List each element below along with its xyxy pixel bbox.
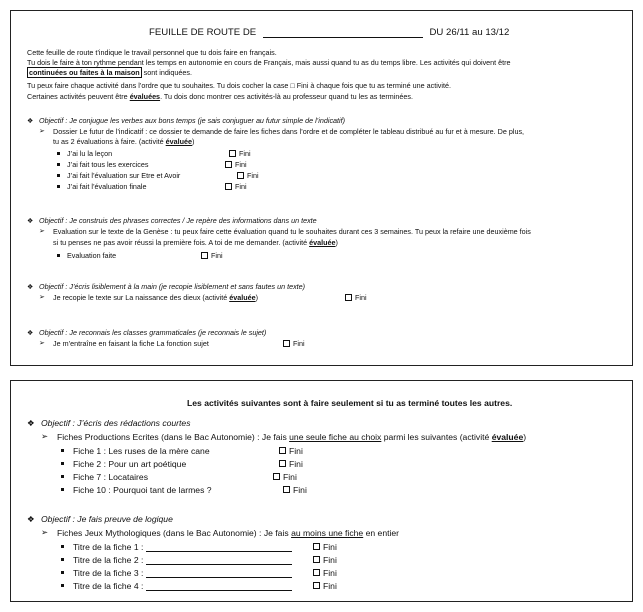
arrow-bullet-icon: ➢ — [39, 292, 46, 301]
square-bullet-icon — [61, 584, 64, 587]
fini-checkbox[interactable] — [273, 473, 297, 482]
checkbox-icon[interactable] — [279, 460, 286, 467]
intro-line-5 — [27, 93, 413, 100]
intro-line-5-c: . Tu dois donc montrer ces activités-là au professeur quand tu les as terminées. — [160, 92, 413, 101]
diamond-bullet-icon: ❖ — [27, 116, 34, 125]
checkbox-icon[interactable] — [313, 569, 320, 576]
checklist-item: J’ai fait tous les exercices — [67, 160, 149, 169]
square-bullet-icon — [61, 475, 64, 478]
fini-checkbox[interactable] — [279, 447, 303, 456]
fini-checkbox[interactable] — [229, 150, 251, 158]
square-bullet-icon — [57, 185, 60, 188]
intro-line-3 — [27, 69, 192, 76]
fini-label: Fini — [323, 542, 337, 552]
diamond-bullet-icon: ❖ — [27, 514, 35, 524]
sheet-title-label: Titre de la fiche 3 : — [73, 568, 144, 578]
extra-objective-2-task — [57, 529, 399, 538]
evaluated-label: évaluées — [129, 92, 161, 101]
checklist-item: Evaluation faite — [67, 251, 117, 260]
fini-checkbox[interactable] — [313, 569, 337, 578]
fini-checkbox[interactable] — [201, 252, 223, 260]
checkbox-icon[interactable] — [237, 172, 244, 179]
square-bullet-icon — [61, 449, 64, 452]
checkbox-icon[interactable] — [229, 150, 236, 157]
fini-label: Fini — [293, 339, 305, 348]
checkbox-icon[interactable] — [273, 473, 280, 480]
evaluated-label: évaluée — [229, 293, 256, 302]
sheet-title-line[interactable] — [146, 564, 292, 565]
task-b: une seule fiche au choix — [289, 432, 382, 442]
checklist-item: J’ai lu la leçon — [67, 149, 113, 158]
sheet-title-field[interactable] — [73, 569, 292, 578]
fini-checkbox[interactable] — [279, 460, 303, 469]
fini-label: Fini — [293, 485, 307, 495]
checkbox-icon[interactable] — [345, 294, 352, 301]
checkbox-icon[interactable] — [201, 252, 208, 259]
checkbox-icon[interactable] — [279, 447, 286, 454]
sheet-title-line[interactable] — [146, 551, 292, 552]
diamond-bullet-icon: ❖ — [27, 282, 34, 291]
arrow-bullet-icon: ➢ — [39, 126, 46, 135]
task-2-a: si tu penses ne pas avoir réussi la première fois. A toi de me demander. (activité — [53, 238, 308, 247]
checkbox-icon[interactable] — [283, 486, 290, 493]
checkbox-icon[interactable] — [283, 340, 290, 347]
arrow-bullet-icon: ➢ — [39, 338, 46, 347]
objective-3-title: Objectif : J’écris lisiblement à la main (je recopie lisiblement et sans fautes un texte) — [39, 282, 306, 291]
evaluated-label: évaluée — [491, 432, 524, 442]
title-suffix: DU 26/11 au 13/12 — [429, 27, 510, 38]
extra-activities-box — [10, 380, 633, 602]
worksheet-item: Fiche 7 : Locataires — [73, 472, 148, 482]
fini-checkbox[interactable] — [313, 556, 337, 565]
sheet-title-line[interactable] — [146, 590, 292, 591]
square-bullet-icon — [57, 152, 60, 155]
evaluated-label: évaluée — [165, 137, 193, 146]
worksheet-item: Fiche 2 : Pour un art poétique — [73, 459, 187, 469]
intro-line-1: Cette feuille de route t’indique le travail personnel que tu dois faire en français. — [27, 48, 277, 57]
fini-label: Fini — [235, 160, 247, 169]
fini-label: Fini — [355, 293, 367, 302]
fini-checkbox[interactable] — [225, 161, 247, 169]
square-bullet-icon — [61, 545, 64, 548]
sheet-title-field[interactable] — [73, 543, 292, 552]
arrow-bullet-icon: ➢ — [41, 431, 49, 441]
task-c: en entier — [365, 528, 400, 538]
worksheet-item: Fiche 1 : Les ruses de la mère cane — [73, 446, 210, 456]
sheet-title-field[interactable] — [73, 556, 292, 565]
diamond-bullet-icon: ❖ — [27, 418, 35, 428]
fini-label: Fini — [323, 555, 337, 565]
task-e: ) — [523, 432, 527, 442]
diamond-bullet-icon: ❖ — [27, 328, 34, 337]
fini-checkbox[interactable] — [237, 172, 259, 180]
intro-line-5-a: Certaines activités peuvent être — [27, 92, 128, 101]
objective-1-task-1: Dossier Le futur de l’indicatif : ce dossier te demande de faire les fiches dans l’ordre et de compléter le tableau distribué au fur et à mesure. De plus, — [53, 127, 525, 136]
square-bullet-icon — [57, 163, 60, 166]
task-2-c: ) — [192, 137, 195, 146]
sheet-title-field[interactable] — [73, 582, 292, 591]
extra-objective-1-task — [57, 433, 526, 442]
evaluated-label: évaluée — [309, 238, 336, 247]
worksheet-item: Fiche 10 : Pourquoi tant de larmes ? — [73, 485, 212, 495]
diamond-bullet-icon: ❖ — [27, 216, 34, 225]
square-bullet-icon — [61, 488, 64, 491]
square-bullet-icon — [57, 174, 60, 177]
sheet-title-label: Titre de la fiche 1 : — [73, 542, 144, 552]
checkbox-icon[interactable] — [313, 582, 320, 589]
task-b: au moins une fiche — [291, 528, 364, 538]
task-c: parmi les suivantes (activité — [383, 432, 490, 442]
checkbox-icon[interactable] — [225, 161, 232, 168]
fini-label: Fini — [283, 472, 297, 482]
objective-2-task-2 — [53, 239, 338, 246]
objective-1-task-2 — [53, 138, 194, 145]
arrow-bullet-icon: ➢ — [41, 527, 49, 537]
title-prefix: FEUILLE DE ROUTE DE — [149, 27, 257, 38]
fini-label: Fini — [323, 581, 337, 591]
intro-line-4: Tu peux faire chaque activité dans l’ordre que tu souhaites. Tu dois cocher la case □ Fini à chaque fois que tu as terminé une activité. — [27, 81, 451, 90]
objective-2-title: Objectif : Je construis des phrases correctes / Je repère des informations dans un texte — [39, 216, 317, 225]
fini-checkbox[interactable] — [313, 582, 337, 591]
checklist-item: J’ai fait l’évaluation sur Etre et Avoir — [67, 171, 181, 180]
extra-objective-1-title: Objectif : J’écris des rédactions courtes — [41, 418, 191, 428]
checklist-item: J’ai fait l’évaluation finale — [67, 182, 147, 191]
objective-2-task-1: Evaluation sur le texte de la Genèse : tu peux faire cette évaluation quand tu le souhaites durant ces 3 semaines. Tu peux la refaire une deuxième fois — [53, 227, 531, 236]
objective-3-task — [53, 294, 258, 301]
fini-label: Fini — [289, 459, 303, 469]
fini-checkbox[interactable] — [313, 543, 337, 552]
fini-checkbox[interactable] — [225, 183, 247, 191]
fini-checkbox[interactable] — [283, 340, 305, 348]
task-2-a: tu as 2 évaluations à faire. (activité — [53, 137, 164, 146]
fini-checkbox[interactable] — [283, 486, 307, 495]
task-c: ) — [255, 293, 258, 302]
fini-label: Fini — [289, 446, 303, 456]
square-bullet-icon — [61, 558, 64, 561]
square-bullet-icon — [57, 254, 60, 257]
checkbox-icon[interactable] — [313, 543, 320, 550]
extra-objective-2-title: Objectif : Je fais preuve de logique — [41, 514, 173, 524]
objective-4-task: Je m’entraîne en faisant la fiche La fonction sujet — [53, 339, 209, 348]
task-a: Fiches Jeux Mythologiques (dans le Bac Autonomie) : Je fais — [57, 528, 289, 538]
task-a: Fiches Productions Ecrites (dans le Bac Autonomie) : Je fais — [57, 432, 287, 442]
square-bullet-icon — [61, 462, 64, 465]
checkbox-icon[interactable] — [313, 556, 320, 563]
intro-line-2: Tu dois le faire à ton rythme pendant les temps en autonomie en cours de Français, mais aussi quand tu as du temps libre. Les activités qui doivent être — [27, 58, 511, 67]
square-bullet-icon — [61, 571, 64, 574]
sheet-title-label: Titre de la fiche 2 : — [73, 555, 144, 565]
checkbox-icon[interactable] — [225, 183, 232, 190]
fini-checkbox[interactable] — [345, 294, 367, 302]
extra-heading: Les activités suivantes sont à faire seulement si tu as terminé toutes les autres. — [187, 398, 513, 408]
fini-label: Fini — [239, 149, 251, 158]
intro-line-3-rest: sont indiquées. — [143, 68, 192, 77]
objective-1-title: Objectif : Je conjugue les verbes aux bons temps (je sais conjuguer au futur simple de l’indicatif) — [39, 116, 346, 125]
name-blank-line[interactable] — [263, 37, 423, 38]
fini-label: Fini — [323, 568, 337, 578]
fini-label: Fini — [235, 182, 247, 191]
task-a: Je recopie le texte sur La naissance des dieux (activité — [53, 293, 228, 302]
task-2-c: ) — [335, 238, 338, 247]
fini-label: Fini — [247, 171, 259, 180]
page-title — [149, 28, 509, 38]
arrow-bullet-icon: ➢ — [39, 226, 46, 235]
roadmap-box — [10, 10, 633, 366]
sheet-title-label: Titre de la fiche 4 : — [73, 581, 144, 591]
objective-4-title: Objectif : Je reconnais les classes grammaticales (je reconnais le sujet) — [39, 328, 267, 337]
home-work-label: continuées ou faites à la maison — [29, 68, 140, 77]
fini-label: Fini — [211, 251, 223, 260]
sheet-title-line[interactable] — [146, 577, 292, 578]
